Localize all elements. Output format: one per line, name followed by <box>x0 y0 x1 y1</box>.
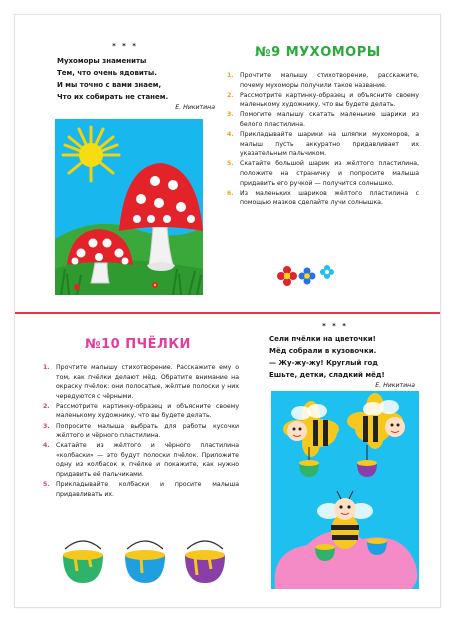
flower-icons <box>273 260 345 290</box>
bee-illustration <box>271 391 419 589</box>
list-item: 5. Скатайте большой шарик из жёлтого пластилина, положите на страничку и попросите малыша придавить его ручкой — получится солнышко. <box>227 160 419 187</box>
poem-line: И мы точно с вами знаем, <box>57 81 162 89</box>
list-item: 1. Прочтите малышу стихотворение. Расскажите ему о том, как пчёлки делают мёд. Обратите внимание на окраску пчёлок: они полосатые, жёлтые полоски у них чередуются с чёрными. <box>43 364 239 400</box>
bee-poem <box>269 333 429 381</box>
poem-line: Ешьте, детки, сладкий мёд! <box>269 371 385 379</box>
poem-line: Мёд собрали в кузовочки. <box>269 347 377 355</box>
honey-pot <box>63 541 103 583</box>
list-item: 1. Прочтите малышу стихотворение, расскажите, почему мухоморы получили такое название. <box>227 72 419 89</box>
poem-stars: * * * <box>322 322 348 330</box>
poem-stars: * * * <box>112 42 138 50</box>
list-item: 3. Попросите малыша выбрать для работы кусочки жёлтого и чёрного пластилина. <box>43 422 239 440</box>
page-title-mushrooms: №9 МУХОМОРЫ <box>255 45 381 60</box>
poem-line: Тем, что очень ядовиты. <box>57 69 157 77</box>
bee-scene <box>271 391 419 589</box>
flowers-decoration <box>273 260 345 290</box>
poem-author: Е. Никитина <box>175 104 215 111</box>
list-item: 4. Прикладывайте шарики на шляпки мухоморов, а малыш пусть аккуратно придавливает их указательным пальчиком. <box>227 131 419 158</box>
page-divider <box>15 312 440 314</box>
list-item: 5. Прикладывайте колбаски и просите малыша придавливать их. <box>43 481 239 498</box>
mushroom-scene <box>55 119 203 295</box>
book-spread <box>14 14 441 608</box>
list-item: 2. Рассмотрите картинку-образец и объясните своему маленькому художнику, что вы будете делать. <box>227 91 419 109</box>
list-item: 2. Рассмотрите картинку-образец и объясните своему маленькому художнику, что вы будете делать. <box>43 402 239 420</box>
page-title-bees: №10 ПЧЁЛКИ <box>85 337 191 352</box>
poem-line: Что их собирать не станем. <box>57 93 169 101</box>
poem-line: — Жу-жу-жу! Круглый год <box>269 359 378 367</box>
mushroom-poem <box>57 55 207 103</box>
mushroom-steps <box>227 71 419 208</box>
list-item: 4. Скатайте из жёлтого и чёрного пластилина «колбаски» — это будут полоски пчёлок. Приложите одну из колбасок к пчёлке и покажите, как нужно придавить её пальчиками. <box>43 442 239 479</box>
honey-pot-icons <box>59 537 229 587</box>
poem-author: Е. Никитина <box>375 382 415 389</box>
bee-steps <box>43 363 239 500</box>
honey-pot <box>185 541 225 583</box>
honey-pots <box>59 537 229 587</box>
list-item: 3. Помогите малышу скатать маленькие шарики из белого пластилина. <box>227 111 419 128</box>
list-item: 6. Из маленьких шариков жёлтого пластилина с помощью мазков сделайте лучи солнышка. <box>227 189 419 207</box>
mushroom-illustration <box>55 119 203 295</box>
honey-pot <box>125 541 165 583</box>
poem-line: Мухоморы знамениты <box>57 57 147 65</box>
poem-line: Сели пчёлки на цветочки! <box>269 335 376 343</box>
